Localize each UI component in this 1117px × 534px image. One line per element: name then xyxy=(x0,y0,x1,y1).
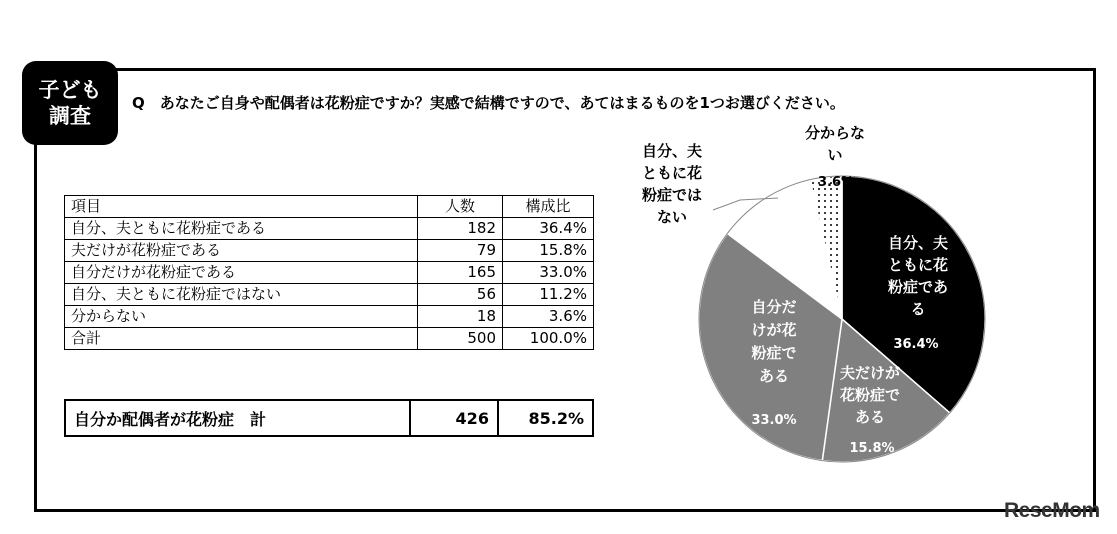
row-count: 182 xyxy=(418,218,503,240)
header-ratio: 構成比 xyxy=(503,196,594,218)
slice-label: い xyxy=(827,146,843,164)
row-ratio: 11.2% xyxy=(503,284,594,306)
row-label: 自分、夫ともに花粉症である xyxy=(65,218,418,240)
badge-line-1: 子ども xyxy=(38,78,102,102)
slice-label: ある xyxy=(758,367,790,385)
row-count: 165 xyxy=(418,262,503,284)
slice-label: る xyxy=(910,300,926,318)
row-count: 18 xyxy=(418,306,503,328)
slice-label: 花粉症で xyxy=(839,386,901,404)
row-ratio: 100.0% xyxy=(503,328,594,350)
slice-percent-label: 33.0% xyxy=(751,413,797,428)
row-label: 合計 xyxy=(65,328,418,350)
slice-label: 夫だけが xyxy=(839,364,901,382)
row-label: 分からない xyxy=(65,306,418,328)
resemom-logo: ReseMom xyxy=(1004,499,1100,522)
slice-label: 自分、夫 xyxy=(887,234,949,252)
row-ratio: 15.8% xyxy=(503,240,594,262)
row-count: 79 xyxy=(418,240,503,262)
slice-label: ともに花 xyxy=(641,164,703,182)
row-label: 夫だけが花粉症である xyxy=(65,240,418,262)
row-ratio: 33.0% xyxy=(503,262,594,284)
row-ratio: 36.4% xyxy=(503,218,594,240)
header-item: 項目 xyxy=(65,196,418,218)
slice-label: 粉症で xyxy=(751,344,797,362)
header-count: 人数 xyxy=(418,196,503,218)
slice-label: けが花 xyxy=(751,321,797,339)
row-label: 自分、夫ともに花粉症ではない xyxy=(65,284,418,306)
slice-percent-label: 36.4% xyxy=(893,337,939,352)
badge-line-2: 調査 xyxy=(49,104,91,128)
slice-label: ある xyxy=(854,408,886,426)
slice-percent-label: 15.8% xyxy=(849,441,895,456)
slice-label: ない xyxy=(656,208,688,226)
row-count: 56 xyxy=(418,284,503,306)
slice-label: ともに花 xyxy=(887,256,949,274)
slice-label: 自分だ xyxy=(751,298,797,316)
question-text: Q あなたご自身や配偶者は花粉症ですか？実感で結構ですので、あてはまるものを1つお選びください。 xyxy=(132,94,845,112)
slice-label: 粉症であ xyxy=(887,278,949,296)
row-count: 500 xyxy=(418,328,503,350)
summary-count: 426 xyxy=(410,400,498,436)
slice-label: 自分、夫 xyxy=(641,142,703,160)
slice-label: 粉症では xyxy=(641,186,703,204)
slice-percent-label: 3.6% xyxy=(817,175,855,190)
summary-ratio: 85.2% xyxy=(498,400,593,436)
summary-label: 自分か配偶者が花粉症 計 xyxy=(65,400,410,436)
row-label: 自分だけが花粉症である xyxy=(65,262,418,284)
row-ratio: 3.6% xyxy=(503,306,594,328)
slice-label: 分からな xyxy=(804,124,866,142)
